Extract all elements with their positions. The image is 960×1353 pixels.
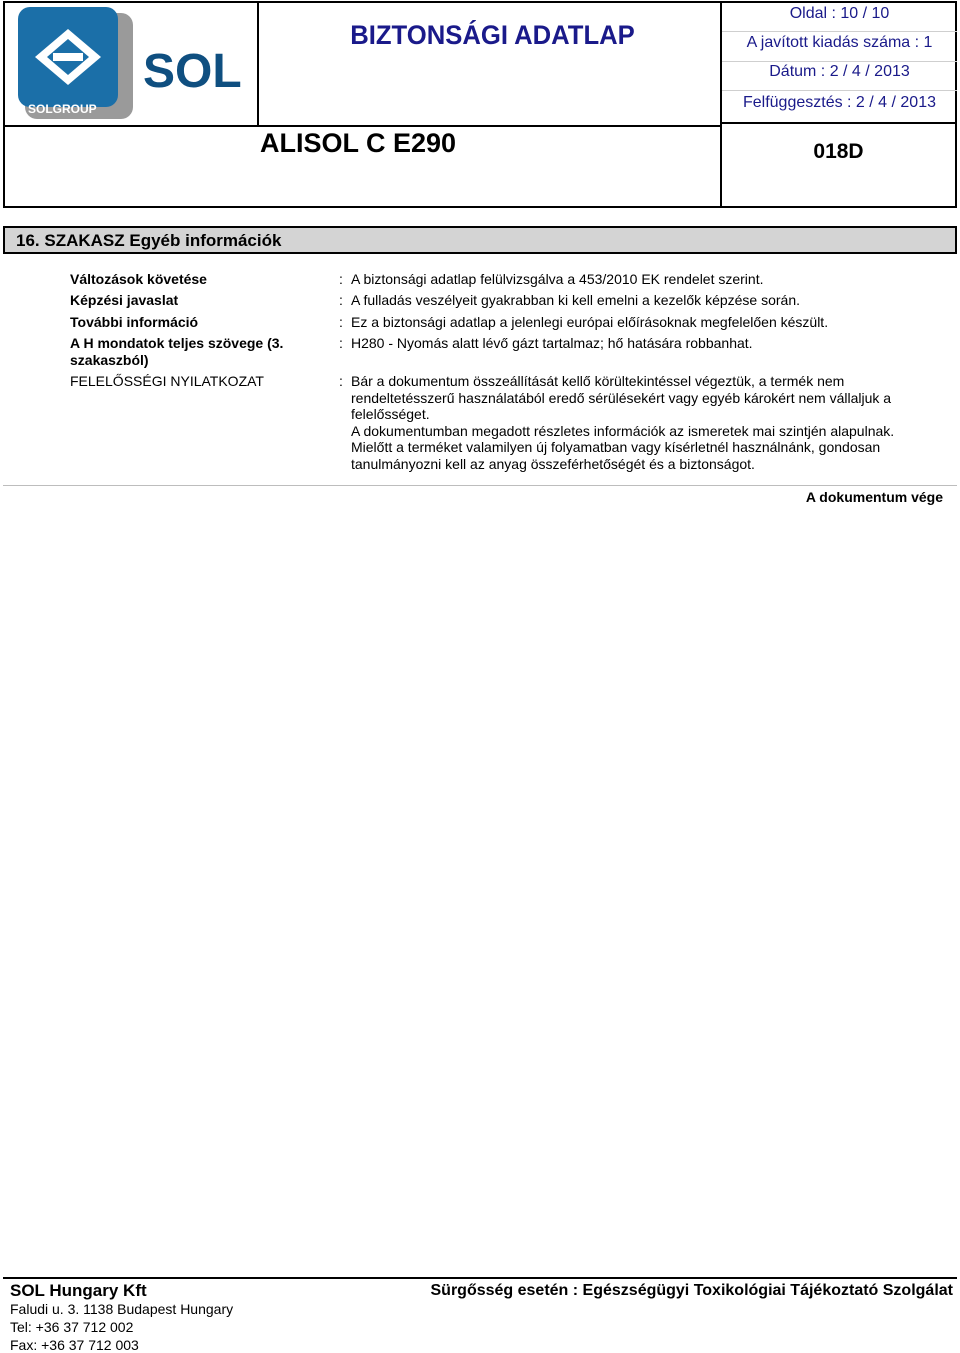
document-end: A dokumentum vége — [805, 489, 943, 505]
disclaimer-line: rendeltetésszerű használatából eredő sérülésekért vagy egyéb károkért nem vállaljuk a — [351, 389, 892, 406]
svg-text:SOLGROUP: SOLGROUP — [28, 102, 97, 116]
disclaimer-line: tanulmányozni kell az anyag összeférhetőségét és a biztonságot. — [351, 455, 755, 472]
supersedes-date: Felfüggesztés : 2 / 4 / 2013 — [722, 94, 957, 124]
colon: : — [339, 314, 343, 330]
value-change-tracking: A biztonsági adatlap felülvizsgálva a 453/2010 EK rendelet szerint. — [351, 271, 764, 287]
company-address: Faludi u. 3. 1138 Budapest Hungary — [10, 1301, 234, 1317]
disclaimer-line: Bár a dokumentum összeállítását kellő körültekintéssel végeztük, a termék nem — [351, 373, 845, 389]
revision-number: A javított kiadás száma : 1 — [722, 34, 957, 62]
company-phone: Tel: +36 37 712 002 — [10, 1319, 134, 1335]
company-fax: Fax: +36 37 712 003 — [10, 1337, 139, 1353]
value-training: A fulladás veszélyeit gyakrabban ki kell emelni a kezelők képzése során. — [351, 292, 801, 308]
footer-divider — [3, 1277, 957, 1279]
section-header: 16. SZAKASZ Egyéb információk — [3, 226, 957, 254]
colon: : — [339, 335, 343, 351]
label-disclaimer: FELELŐSSÉGI NYILATKOZAT — [70, 373, 264, 389]
company-name: SOL Hungary Kft — [10, 1281, 147, 1300]
logo-cell — [3, 1, 259, 127]
disclaimer-line: Mielőtt a terméket valamilyen új folyamatban vagy kísérletnél használnánk, gondosan — [351, 439, 881, 455]
disclaimer-line: felelősséget. — [351, 406, 430, 422]
sol-logo — [3, 1, 255, 123]
issue-date: Dátum : 2 / 4 / 2013 — [722, 63, 957, 91]
separator — [3, 485, 957, 486]
emergency-contact: Sürgősség esetén : Egészségügyi Toxikológiai Tájékoztató Szolgálat — [430, 1282, 953, 1299]
colon: : — [339, 292, 343, 308]
product-name: ALISOL C E290 — [260, 128, 457, 158]
page-number: Oldal : 10 / 10 — [722, 5, 957, 32]
label-training: Képzési javaslat — [70, 292, 179, 308]
colon: : — [339, 271, 343, 287]
label-change-tracking: Változások követése — [70, 271, 207, 287]
document-title: BIZTONSÁGI ADATLAP — [350, 20, 635, 50]
colon: : — [339, 373, 343, 389]
value-h-statements: H280 - Nyomás alatt lévő gázt tartalmaz; hő hatására robbanhat. — [351, 335, 753, 351]
value-disclaimer — [351, 373, 931, 472]
value-further-info: Ez a biztonsági adatlap a jelenlegi európai előírásoknak megfelelően készült. — [351, 314, 829, 330]
header-info-cell — [720, 1, 957, 208]
svg-text:SOL: SOL — [143, 45, 242, 98]
label-h-statements: A H mondatok teljes szövege (3. szakaszból) — [70, 335, 284, 368]
disclaimer-line: A dokumentumban megadott részletes információk az ismeretek mai szintjén alapulnak. — [351, 422, 895, 439]
product-code: 018D — [813, 140, 864, 163]
label-further-info: További információ — [70, 314, 199, 330]
